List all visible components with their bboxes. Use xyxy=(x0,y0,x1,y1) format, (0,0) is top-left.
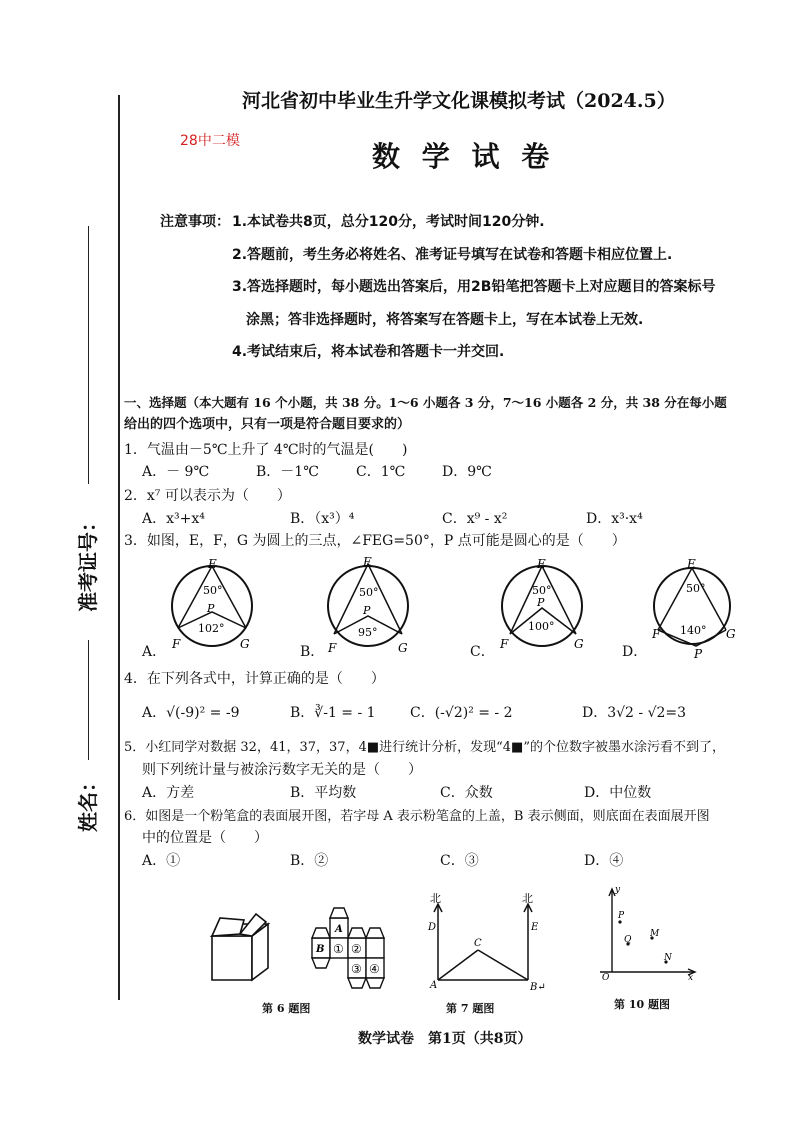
q3a-label-g: G xyxy=(240,637,250,651)
fig10-label-o: O xyxy=(602,973,610,983)
q3d-label-p: P xyxy=(694,647,703,661)
fig7-label-b: B↵ xyxy=(530,982,546,993)
figures-row xyxy=(200,880,700,998)
page-footer: 数学试卷 第1页（共8页） xyxy=(358,1031,532,1047)
q4-stem: 4．在下列各式中，计算正确的是（ ） xyxy=(124,671,385,687)
q1-stem: 1．气温由－5℃上升了 4℃时的气温是( ) xyxy=(124,442,408,458)
q3c-label-p: P xyxy=(537,596,545,609)
q5-option-d: D．中位数 xyxy=(584,785,652,801)
q3-option-c: C． xyxy=(470,644,495,660)
note-4: 4.考试结束后，将本试卷和答题卡一并交回. xyxy=(232,344,505,360)
subject-title: 数 学 试 卷 xyxy=(372,140,556,173)
q1-option-a: A．－ 9℃ xyxy=(142,464,210,480)
name-label: 姓名： xyxy=(76,772,100,832)
q5-option-a: A．方差 xyxy=(142,785,195,801)
q3a-label-e: E xyxy=(208,557,217,571)
section1-title: 一、选择题（本大题有 16 个小题，共 38 分。1～6 小题各 3 分，7～16 小题各 2 分，共 38 分在每小题 xyxy=(124,395,727,410)
q3-figures xyxy=(130,556,770,666)
fig7-label-c: C xyxy=(474,938,482,949)
q3c-label-f: F xyxy=(500,637,509,651)
q6-option-d: D．④ xyxy=(584,853,624,869)
q5-option-b: B．平均数 xyxy=(290,785,357,801)
fig10-axes xyxy=(600,889,695,975)
fig7-label-d: D xyxy=(428,922,437,933)
q3b-label-g: G xyxy=(398,641,408,655)
fig10-label-y: y xyxy=(615,885,621,895)
q3a-top-angle: 50° xyxy=(203,584,223,597)
q3b-label-e: E xyxy=(363,556,372,569)
q3c-label-e: E xyxy=(537,557,546,571)
q1-option-d: D．9℃ xyxy=(442,464,492,480)
net-label-a: A xyxy=(335,924,343,935)
q3a-angle: 102° xyxy=(198,622,225,635)
fig10-label-n: N xyxy=(664,953,672,963)
q3c-label-g: G xyxy=(574,637,584,651)
fig7-diagram xyxy=(434,904,532,980)
q3-figure-b xyxy=(327,556,408,655)
q6-stem: 6．如图是一个粉笔盒的表面展开图，若字母 A 表示粉笔盒的上盖，B 表示侧面，则底面在表面展开图 xyxy=(124,809,710,824)
net-label-2: ② xyxy=(351,942,362,956)
net-label-b: B xyxy=(316,944,325,955)
note-3: 3.答选择题时，每小题选出答案后，用2B铅笔把答题卡上对应题目的答案标号 xyxy=(232,279,716,295)
exam-no-underline xyxy=(88,226,89,484)
net-label-3: ③ xyxy=(351,962,362,976)
fig7-north-1: 北 xyxy=(430,892,441,905)
q3-option-d: D． xyxy=(622,644,648,660)
note-3-cont: 涂黑；答非选择题时，将答案写在答题卡上，写在本试卷上无效. xyxy=(246,312,644,328)
fig7-label-e: E xyxy=(531,922,539,933)
q2-stem: 2．x⁷ 可以表示为（ ） xyxy=(124,488,291,504)
q3d-angle: 140° xyxy=(680,624,707,637)
q6-option-a: A．① xyxy=(142,853,181,869)
q4-option-a: A．√(-9)² = -9 xyxy=(142,705,240,721)
q4-option-b: B．∛-1 = - 1 xyxy=(290,705,376,721)
binding-line xyxy=(118,95,120,1000)
q6-option-b: B．② xyxy=(290,853,329,869)
q2-option-d: D．x³·x⁴ xyxy=(586,511,643,527)
q6-option-c: C．③ xyxy=(440,853,479,869)
fig6-caption: 第 6 题图 xyxy=(262,1002,311,1015)
fig7-caption: 第 7 题图 xyxy=(446,1002,495,1015)
note-2: 2.答题前，考生务必将姓名、准考证号填写在试卷和答题卡相应位置上. xyxy=(232,247,673,263)
name-underline xyxy=(88,640,89,760)
net-label-4: ④ xyxy=(369,962,380,976)
q4-option-d: D．3√2 - √2=3 xyxy=(582,705,687,721)
q3b-label-p: P xyxy=(363,604,371,617)
fig10-label-x: x xyxy=(688,973,694,983)
notes-label: 注意事项： xyxy=(160,214,230,230)
note-1: 1.本试卷共8页，总分120分，考试时间120分钟. xyxy=(232,214,545,230)
fig7-label-a: A xyxy=(430,980,438,991)
q3d-top-angle: 50° xyxy=(686,582,706,595)
fig10-caption: 第 10 题图 xyxy=(614,998,670,1011)
q1-option-c: C．1℃ xyxy=(356,464,406,480)
chalk-box-figure xyxy=(212,914,268,980)
q3b-angle: 95° xyxy=(358,626,378,639)
exam-title: 河北省初中毕业生升学文化课模拟考试（2024.5） xyxy=(242,90,676,112)
section1-title-2: 给出的四个选项中，只有一项是符合题目要求的） xyxy=(124,417,411,432)
net-label-1: ① xyxy=(333,942,344,956)
fig10-label-p: P xyxy=(618,911,625,921)
q1-option-b: B．－1℃ xyxy=(256,464,319,480)
q3-stem: 3．如图，E，F，G 为圆上的三点，∠FEG=50°，P 点可能是圆心的是（ ） xyxy=(124,533,626,549)
q3b-top-angle: 50° xyxy=(359,586,379,599)
q3d-label-g: G xyxy=(726,627,736,641)
q3-option-b: B． xyxy=(300,644,325,660)
q2-option-c: C．x⁹ - x² xyxy=(442,511,508,527)
fig7-north-2: 北 xyxy=(522,892,533,905)
q3a-label-f: F xyxy=(172,637,181,651)
q5-stem: 5．小红同学对数据 32，41，37，37，4■进行统计分析，发现“4■”的个位数字被墨水涂污看不到了， xyxy=(124,740,725,755)
q5-option-c: C．众数 xyxy=(440,785,493,801)
q6-stem-2: 中的位置是（ ） xyxy=(142,830,268,846)
q3-figure-a xyxy=(171,557,252,651)
fig10-label-m: M xyxy=(650,929,660,939)
q2-option-b: B．（x³）⁴ xyxy=(290,511,355,527)
q3b-label-f: F xyxy=(328,641,337,655)
q4-option-c: C．(-√2)² = - 2 xyxy=(410,705,513,721)
q3-option-a: A． xyxy=(142,644,167,660)
fig10-label-q: Q xyxy=(624,935,632,945)
q3-figure-d xyxy=(651,557,736,661)
exam-tag: 28中二模 xyxy=(180,133,240,149)
q3c-top-angle: 50° xyxy=(532,584,552,597)
q5-stem-2: 则下列统计量与被涂污数字无关的是（ ） xyxy=(142,762,422,778)
q3a-label-p: P xyxy=(207,602,215,615)
q2-option-a: A．x³+x⁴ xyxy=(142,511,205,527)
exam-no-label: 准考证号： xyxy=(76,512,100,612)
q3c-angle: 100° xyxy=(528,620,555,633)
q3d-label-f: F xyxy=(652,627,661,641)
q3-figure-c xyxy=(499,557,584,651)
q3d-label-e: E xyxy=(687,557,696,571)
